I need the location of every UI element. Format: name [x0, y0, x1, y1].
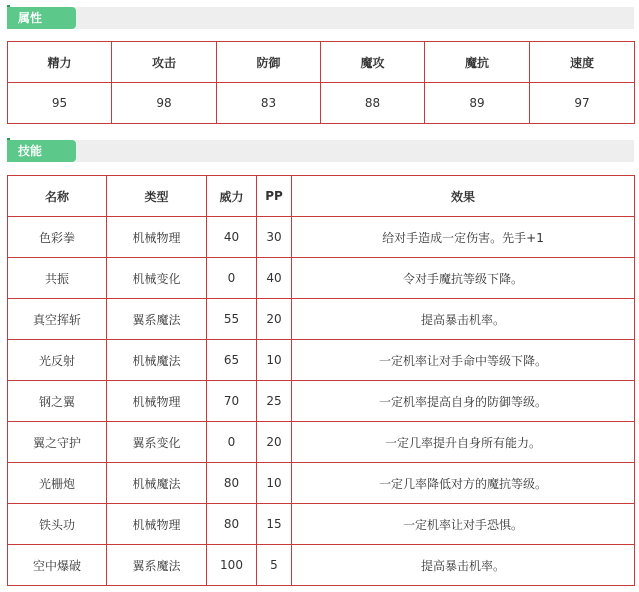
attr-header-magic-attack: 魔攻: [321, 42, 425, 83]
skills-table: [7, 175, 635, 586]
attr-header-defense: 防御: [217, 42, 321, 83]
skill-effect: 一定机率让对手恐惧。: [292, 504, 635, 545]
skill-type: 机械物理: [107, 217, 207, 258]
skill-type: 机械魔法: [107, 463, 207, 504]
table-row: [8, 217, 635, 258]
attributes-value-row: [8, 83, 635, 124]
attr-header-magic-defense: 魔抗: [425, 42, 530, 83]
table-row: [8, 299, 635, 340]
attr-header-speed: 速度: [530, 42, 635, 83]
skill-power: 100: [207, 545, 257, 586]
table-row: [8, 340, 635, 381]
table-row: [8, 381, 635, 422]
attributes-header-row: [8, 42, 635, 83]
attr-value-magic-attack: 88: [321, 83, 425, 124]
skill-name: 光反射: [8, 340, 107, 381]
skill-name: 共振: [8, 258, 107, 299]
attr-value-defense: 83: [217, 83, 321, 124]
skill-name: 钢之翼: [8, 381, 107, 422]
skill-name: 铁头功: [8, 504, 107, 545]
skill-name: 真空挥斩: [8, 299, 107, 340]
skill-effect: 一定机率提高自身的防御等级。: [292, 381, 635, 422]
skill-header-pp: PP: [257, 176, 292, 217]
skill-type: 翼系变化: [107, 422, 207, 463]
skills-section-header: [7, 140, 634, 162]
skill-power: 40: [207, 217, 257, 258]
skill-type: 翼系魔法: [107, 299, 207, 340]
skill-name: 空中爆破: [8, 545, 107, 586]
skill-header-type: 类型: [107, 176, 207, 217]
attr-value-attack: 98: [112, 83, 217, 124]
attr-value-speed: 97: [530, 83, 635, 124]
table-row: [8, 504, 635, 545]
attr-header-attack: 攻击: [112, 42, 217, 83]
skill-effect: 给对手造成一定伤害。先手+1: [292, 217, 635, 258]
skill-type: 机械魔法: [107, 340, 207, 381]
skill-type: 机械物理: [107, 504, 207, 545]
skill-header-power: 威力: [207, 176, 257, 217]
skill-pp: 25: [257, 381, 292, 422]
skill-header-effect: 效果: [292, 176, 635, 217]
attributes-table: [7, 41, 635, 124]
skill-effect: 一定几率提升自身所有能力。: [292, 422, 635, 463]
attributes-section-title: 属性: [7, 7, 76, 29]
skills-header-row: [8, 176, 635, 217]
skill-type: 机械变化: [107, 258, 207, 299]
skill-power: 70: [207, 381, 257, 422]
skill-header-name: 名称: [8, 176, 107, 217]
skill-name: 翼之守护: [8, 422, 107, 463]
table-row: [8, 422, 635, 463]
skill-power: 65: [207, 340, 257, 381]
skill-power: 80: [207, 504, 257, 545]
attributes-section-header: [7, 7, 634, 29]
skill-name: 色彩拳: [8, 217, 107, 258]
skill-power: 80: [207, 463, 257, 504]
skill-power: 0: [207, 422, 257, 463]
attr-header-energy: 精力: [8, 42, 112, 83]
skill-pp: 40: [257, 258, 292, 299]
skill-type: 机械物理: [107, 381, 207, 422]
skill-effect: 提高暴击机率。: [292, 299, 635, 340]
skills-section-title: 技能: [7, 140, 76, 162]
skill-type: 翼系魔法: [107, 545, 207, 586]
skill-pp: 20: [257, 299, 292, 340]
skill-pp: 30: [257, 217, 292, 258]
skill-pp: 10: [257, 463, 292, 504]
skill-effect: 令对手魔抗等级下降。: [292, 258, 635, 299]
table-row: [8, 545, 635, 586]
skill-power: 55: [207, 299, 257, 340]
table-row: [8, 258, 635, 299]
skill-pp: 5: [257, 545, 292, 586]
skill-pp: 10: [257, 340, 292, 381]
skill-pp: 20: [257, 422, 292, 463]
skill-name: 光栅炮: [8, 463, 107, 504]
skill-pp: 15: [257, 504, 292, 545]
table-row: [8, 463, 635, 504]
attr-value-energy: 95: [8, 83, 112, 124]
skill-power: 0: [207, 258, 257, 299]
skill-effect: 一定几率降低对方的魔抗等级。: [292, 463, 635, 504]
skill-effect: 提高暴击机率。: [292, 545, 635, 586]
skill-effect: 一定机率让对手命中等级下降。: [292, 340, 635, 381]
attr-value-magic-defense: 89: [425, 83, 530, 124]
